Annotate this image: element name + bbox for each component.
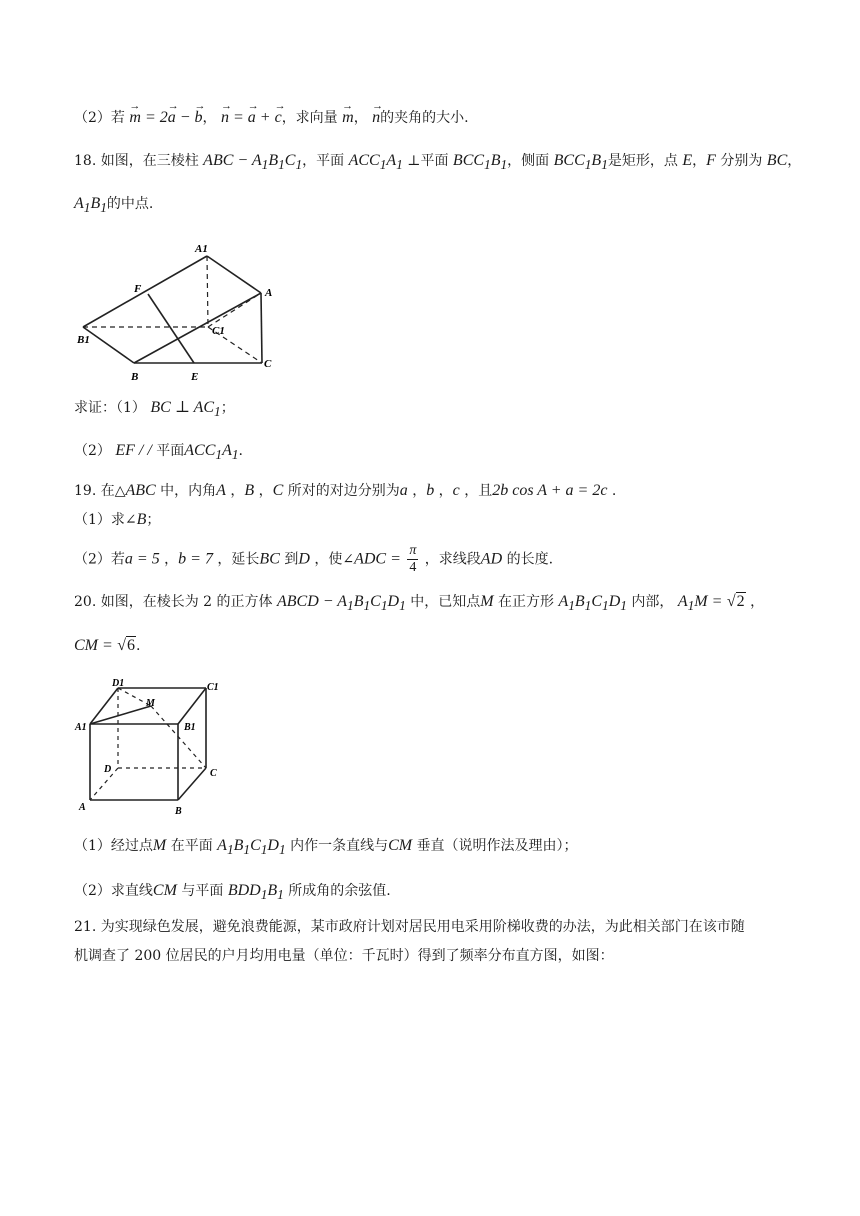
label-F: F (134, 283, 142, 295)
cube-label-B: B (175, 806, 182, 816)
label-A: A (265, 287, 273, 299)
q21-line2: 机调查了 200 位居民的户月均用电量（单位：千瓦时）得到了频率分布直方图，如图： (74, 948, 614, 964)
q18-statement-line1: 18. 如图，在三棱柱 ABC − $A_1B_1C_1$，平面 $ACC_1A_1$ ⊥平面 $BCC_1B_1$，侧面 $BCC_1B_1$是矩形，点 E，F 分别为 BC， (74, 152, 802, 173)
cube-label-A: A (79, 802, 86, 813)
label-C1: C1 (212, 325, 225, 337)
cube-label-A1: A1 (75, 722, 87, 733)
cube-label-D1: D1 (112, 678, 125, 689)
label-A1: A1 (195, 243, 208, 255)
cube-label-D: D (104, 764, 112, 775)
label-B1: B1 (77, 334, 90, 346)
cube-label-C1: C1 (207, 682, 219, 693)
q20-statement-line1: 20. 如图，在棱长为 2 的正方体 ABCD − $A_1B_1C_1D_1$ 中，已知点M 在正方形 $A_1B_1C_1D_1$ 内部， $A_1M = √2$ ， (74, 593, 765, 614)
prism-figure (74, 236, 284, 388)
q17-part2: （2）若 → m = 2→ a − → b， → n = → a + → c，求向量 → m， → n的夹角的大小. (74, 108, 469, 128)
q19-statement: 19. 在△ABC 中，内角A ，B ，C 所对的对边分别为a ，b ，c ，且2b cos A + a = 2c . (74, 482, 617, 499)
label-B: B (131, 371, 139, 383)
label-E: E (191, 371, 199, 383)
q18-proof-part1: 求证：（1） BC ⊥ $AC_1$； (74, 399, 235, 420)
q18-proof-part2: （2） EF / / 平面$ACC_1A_1$. (74, 442, 243, 463)
q21-line1: 21. 为实现绿色发展，避免浪费能源，某市政府计划对居民用电采用阶梯收费的办法，为此相关部门在该市随 (74, 919, 745, 935)
cube-label-M: M (146, 698, 155, 709)
cube-figure (74, 676, 234, 816)
q19-part2: （2）若a = 5 ，b = 7 ，延长BC 到D ，使∠ADC = $\frac{\pi}{4}$ ，求线段AD 的长度. (74, 543, 554, 575)
label-C: C (264, 358, 272, 370)
q19-part1: （1）求∠B； (74, 511, 161, 528)
q20-part2: （2）求直线CM 与平面 $BDD_1B_1$ 所成角的余弦值. (74, 882, 391, 903)
q20-part1: （1）经过点M 在平面 $A_1B_1C_1D_1$ 内作一条直线与CM 垂直（说明作法及理由）； (74, 837, 578, 858)
cube-label-B1: B1 (184, 722, 196, 733)
cube-label-C: C (210, 768, 217, 779)
q18-statement-line2: $A_1B_1$的中点. (74, 195, 154, 216)
q20-statement-line2: CM = √6. (74, 637, 141, 654)
